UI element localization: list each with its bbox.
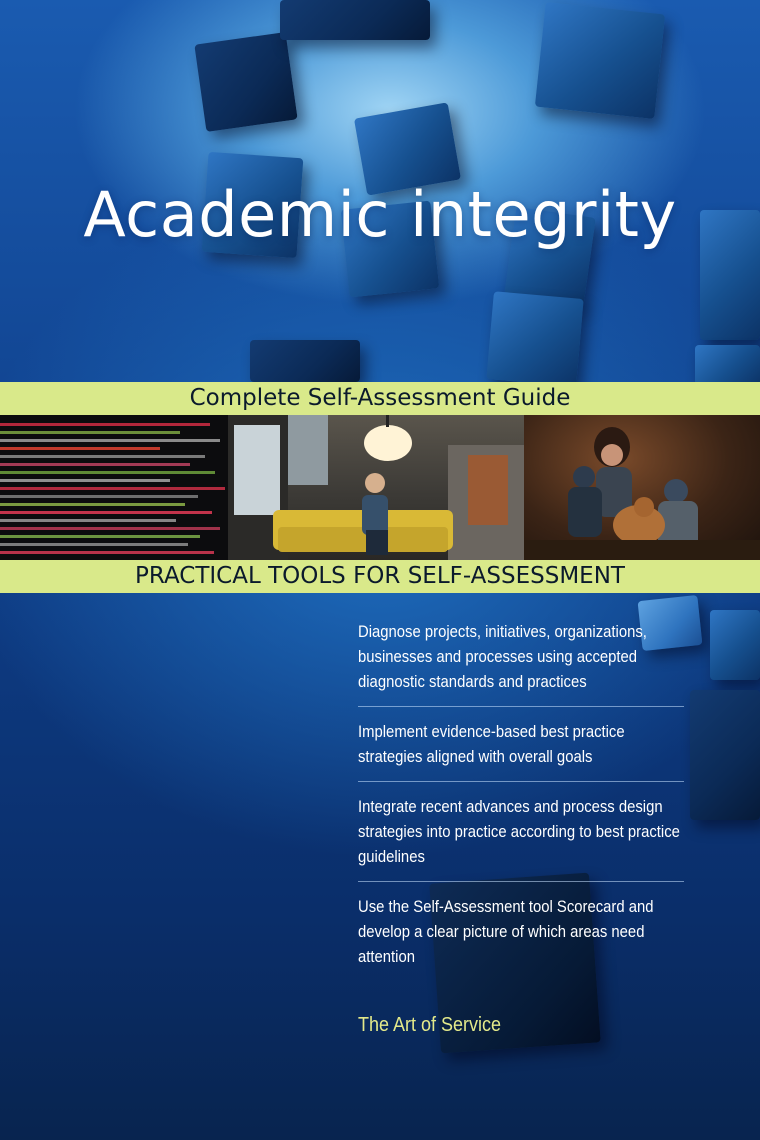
subtitle-band [0, 382, 760, 415]
book-title: Academic integrity [83, 178, 677, 251]
background-cube [690, 690, 760, 820]
background-cube [535, 2, 665, 119]
tagline-band [0, 560, 760, 593]
divider [358, 706, 684, 707]
feature-item: Diagnose projects, initiatives, organizations, businesses and processes using accepted diagnostic standards and practices [358, 623, 647, 691]
family-scene [524, 415, 760, 560]
background-cube [194, 32, 297, 132]
background-cube [695, 345, 760, 385]
publisher-name: The Art of Service [358, 1014, 502, 1036]
background-cube [710, 610, 760, 680]
divider [358, 881, 684, 882]
office-scene [228, 415, 524, 560]
feature-item: Use the Self-Assessment tool Scorecard and develop a clear picture of which areas need attention [358, 898, 654, 966]
code-screen-image [0, 415, 228, 560]
background-cube [486, 291, 583, 387]
feature-list [358, 620, 688, 970]
feature-item: Integrate recent advances and process design strategies into practice according to best practice guidelines [358, 798, 680, 866]
background-cube [250, 340, 360, 382]
divider [358, 781, 684, 782]
background-cube [280, 0, 430, 40]
photo-strip [0, 415, 760, 560]
tagline-text: PRACTICAL TOOLS FOR SELF-ASSESSMENT [135, 563, 625, 589]
feature-item: Implement evidence-based best practice strategies aligned with overall goals [358, 723, 625, 766]
subtitle-text: Complete Self-Assessment Guide [189, 385, 571, 411]
office-photo-image [228, 415, 524, 560]
family-photo-image [524, 415, 760, 560]
